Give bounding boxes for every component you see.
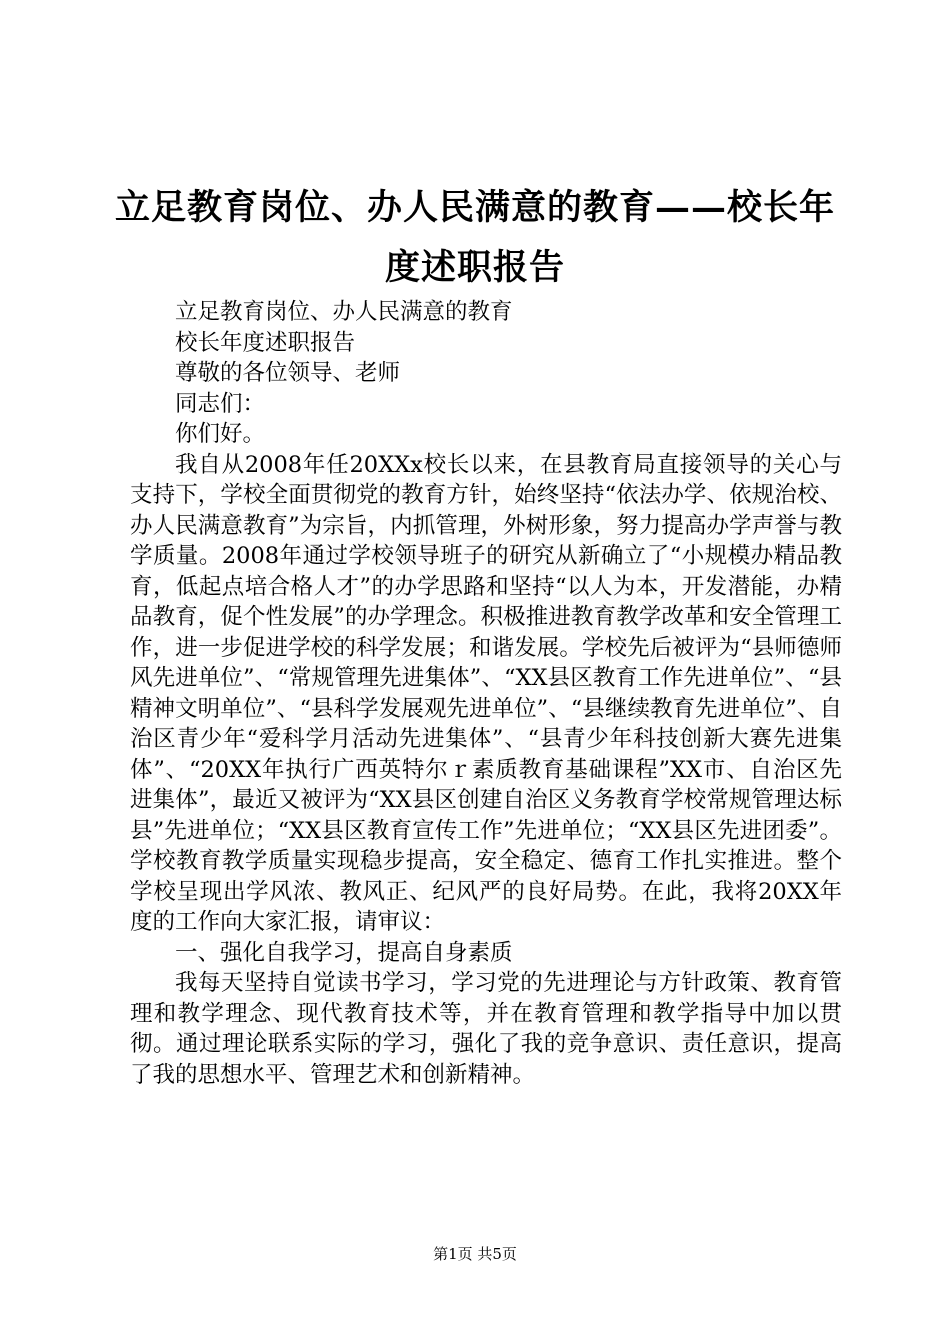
paragraph-comrades: 同志们： [175, 390, 266, 417]
page-footer: 第1页 共5页 [433, 1245, 517, 1263]
document-title: 立足教育岗位、办人民满意的教育——校长年度述职报告 [114, 187, 835, 288]
paragraph-self-study: 我每天坚持自觉读书学习，学习党的先进理论与方针政策、教育管理和教学理念、现代教育技术等，并在教育管理和教学指导中加以贯彻。通过理论联系实际的学习，强化了我的竞争意识、责任意识，提高了我的思想水平、管理艺术和创新精神。 [130, 970, 842, 1088]
paragraph-greeting: 你们好。 [175, 421, 266, 447]
document-body [130, 297, 842, 1090]
paragraph-introduction: 我自从2008年任20XXx校长以来，在县教育局直接领导的关心与支持下，学校全面贯彻党的教育方针，始终坚持“依法办学、依规治校、办人民满意教育”为宗旨，内抓管理，外树形象，努力提高办学声誉与教学质量。2008年通过学校领导班子的研究从新确立了“小规模办精品教育，低起点培合格人才”的办学思路和坚持“以人为本，开发潜能，办精品教育，促个性发展”的办学理念。积极推进教育教学改革和安全管理工作，进一步促进学校的科学发展；和谐发展。学校先后被评为“县师德师风先进单位”、“常规管理先进集体”、“XX县区教育工作先进单位”、“县精神文明单位”、“县科学发展观先进单位”、“县继续教育先进单位”、自治区青少年“爱科学月活动先进集体”、“县青少年科技创新大赛先进集体”、“20XX年执行广西英特尔ｒ素质教育基础课程”XX市、自治区先进集体”，最近又被评为“XX县区创建自治区义务教育学校常规管理达标县”先进单位；“XX县区教育宣传工作”先进单位；“XX县区先进团委”。学校教育教学质量实现稳步提高，安全稳定、德育工作扎实推进。整个学校呈现出学风浓、教风正、纪风严的良好局势。在此，我将20XX年度的工作向大家汇报，请审议： [130, 451, 842, 935]
paragraph-title-line-1: 立足教育岗位、办人民满意的教育 [175, 299, 513, 325]
paragraph-salutation: 尊敬的各位领导、老师 [175, 360, 401, 386]
section-heading-1: 一、强化自我学习，提高自身素质 [175, 939, 513, 966]
paragraph-title-line-2: 校长年度述职报告 [175, 329, 356, 356]
